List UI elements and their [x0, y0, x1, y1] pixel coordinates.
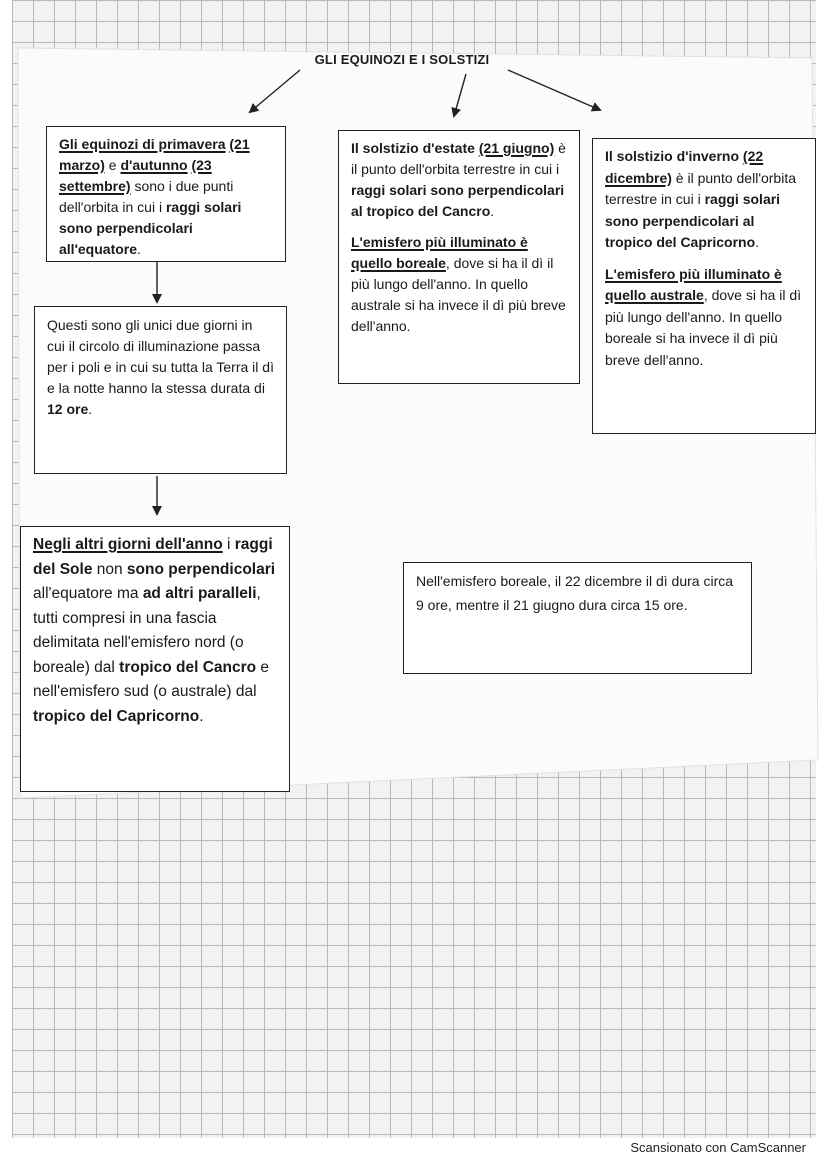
equinozi-heading: Gli equinozi di primavera	[59, 136, 226, 152]
bold-phrase: tropico del Cancro	[119, 658, 257, 676]
inverno-heading: Il solstizio d'inverno	[605, 148, 743, 164]
text-span: , tutti compresi in una fascia delimitata nell'emisfero nord (o boreale) dal	[33, 585, 261, 676]
text-span: e nell'emisfero sud (o australe) dal	[33, 658, 270, 700]
bold-phrase: tropico del Capricorno	[33, 707, 200, 725]
boreale-ore-text: Nell'emisfero boreale, il 22 dicembre il dì dura circa 9 ore, mentre il 21 giugno dura circa 15 ore.	[416, 573, 734, 613]
emisfero-boreale-heading: L'emisfero più illuminato è quello boreale	[351, 234, 528, 271]
text-span: .	[199, 707, 204, 725]
box-altri-giorni	[20, 526, 290, 792]
text-span: non	[92, 560, 127, 578]
text-span: all'equatore ma	[33, 585, 143, 602]
box-giorni-unici	[34, 306, 287, 474]
bold-12-ore: 12 ore	[47, 401, 89, 417]
date-21-giugno: (21 giugno)	[478, 140, 555, 156]
scanner-watermark: Scansionato con CamScanner	[630, 1140, 806, 1155]
bold-phrase: raggi solari sono perpendicolari all'equatore	[59, 199, 242, 257]
text-span: , dove si ha il dì più lungo dell'anno. In quello boreale si ha invece il dì più breve dell'anno.	[605, 287, 802, 368]
bold-phrase: ad altri paralleli	[142, 585, 257, 602]
bold-phrase: raggi del Sole	[33, 536, 273, 578]
text-span: i	[222, 536, 235, 553]
estate-heading: Il solstizio d'estate	[351, 140, 479, 156]
text-span: .	[490, 203, 495, 219]
text-span: .	[88, 401, 93, 417]
box-solstizio-inverno	[592, 138, 816, 434]
autunno-label: d'autunno	[120, 157, 188, 173]
text-span: sono i due punti dell'orbita in cui i	[59, 178, 234, 215]
text-span: è il punto dell'orbita terrestre in cui i	[605, 169, 797, 207]
emisfero-australe-heading: L'emisfero più illuminato è quello australe	[605, 265, 782, 303]
text-span: e	[104, 157, 121, 173]
text-span: .	[755, 234, 760, 250]
box-emisfero-boreale-ore	[403, 562, 752, 674]
date-22-dicembre: (22 dicembre)	[605, 148, 764, 186]
page-title: GLI EQUINOZI E I SOLSTIZI	[314, 52, 490, 67]
text-span: è il punto dell'orbita terrestre in cui i	[351, 140, 566, 177]
bold-phrase: raggi solari sono perpendicolari al tropico del Cancro	[351, 182, 565, 219]
bold-phrase: raggi solari sono perpendicolari al tropico del Capricorno	[605, 191, 781, 250]
text-span: .	[137, 241, 141, 257]
date-21-marzo: (21 marzo)	[59, 136, 250, 173]
altri-giorni-heading: Negli altri giorni dell'anno	[33, 536, 223, 553]
text-span: , dove si ha il dì il più lungo dell'anno. In quello australe si ha invece il dì più breve dell'anno.	[351, 255, 566, 334]
box-equinozi	[46, 126, 286, 262]
box-solstizio-estate	[338, 130, 580, 384]
bold-phrase: sono perpendicolari	[126, 560, 276, 578]
unici-text: Questi sono gli unici due giorni in cui il circolo di illuminazione passa per i poli e in cui su tutta la Terra il dì e la notte hanno la stessa durata di	[47, 317, 274, 396]
date-23-settembre: (23 settembre)	[59, 157, 212, 194]
